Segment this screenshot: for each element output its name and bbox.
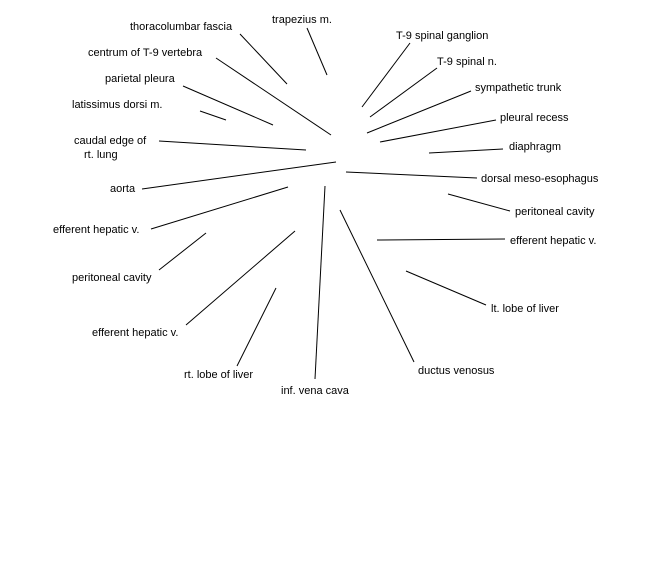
leader-pleural-recess	[380, 120, 496, 142]
label-inf-vena-cava: inf. vena cava	[281, 385, 349, 397]
leader-efferent-hepatic-v-right	[377, 239, 505, 240]
label-t9-spinal-n: T-9 spinal n.	[437, 56, 497, 68]
label-pleural-recess: pleural recess	[500, 112, 569, 124]
label-latissimus-dorsi: latissimus dorsi m.	[72, 99, 163, 111]
leader-trapezius	[307, 28, 327, 75]
label-caudal-edge-line1: caudal edge of	[74, 135, 147, 147]
label-efferent-hepatic-v-right: efferent hepatic v.	[510, 235, 597, 247]
leader-rt-lobe-of-liver	[237, 288, 276, 366]
label-thoracolumbar-fascia: thoracolumbar fascia	[130, 21, 233, 33]
leader-dorsal-meso-esophagus	[346, 172, 477, 178]
leader-peritoneal-cavity-left	[159, 233, 206, 270]
label-rt-lobe-of-liver: rt. lobe of liver	[184, 369, 254, 381]
label-efferent-hepatic-v-left-upper: efferent hepatic v.	[53, 224, 140, 236]
leader-aorta	[142, 162, 336, 189]
label-diaphragm: diaphragm	[509, 141, 561, 153]
label-dorsal-meso-esophagus: dorsal meso-esophagus	[481, 173, 599, 185]
label-sympathetic-trunk: sympathetic trunk	[475, 82, 562, 94]
label-ductus-venosus: ductus venosus	[418, 365, 495, 377]
label-aorta: aorta	[110, 183, 136, 195]
leader-peritoneal-cavity-right	[448, 194, 510, 211]
leader-caudal-edge-rt-lung	[159, 141, 306, 150]
leader-lt-lobe-of-liver	[406, 271, 486, 305]
leader-diaphragm	[429, 149, 503, 153]
label-parietal-pleura: parietal pleura	[105, 73, 175, 85]
leader-latissimus-dorsi	[200, 111, 226, 120]
leader-sympathetic-trunk	[367, 91, 471, 133]
leader-inf-vena-cava	[315, 186, 325, 379]
leader-ductus-venosus	[340, 210, 414, 362]
label-peritoneal-cavity-right: peritoneal cavity	[515, 206, 595, 218]
label-trapezius: trapezius m.	[272, 14, 332, 26]
leader-thoracolumbar-fascia	[240, 34, 287, 84]
leader-efferent-hepatic-v-left-lower	[186, 231, 295, 325]
label-peritoneal-cavity-left: peritoneal cavity	[72, 272, 152, 284]
label-centrum-t9: centrum of T-9 vertebra	[88, 47, 203, 59]
label-lt-lobe-of-liver: lt. lobe of liver	[491, 303, 559, 315]
label-efferent-hepatic-v-left-lower: efferent hepatic v.	[92, 327, 179, 339]
leader-parietal-pleura	[183, 86, 273, 125]
label-t9-spinal-ganglion: T-9 spinal ganglion	[396, 30, 489, 42]
label-caudal-edge-line2: rt. lung	[84, 149, 118, 161]
leader-t9-spinal-n	[370, 68, 437, 117]
leader-efferent-hepatic-v-left-upper	[151, 187, 288, 229]
leader-t9-spinal-ganglion	[362, 43, 410, 107]
